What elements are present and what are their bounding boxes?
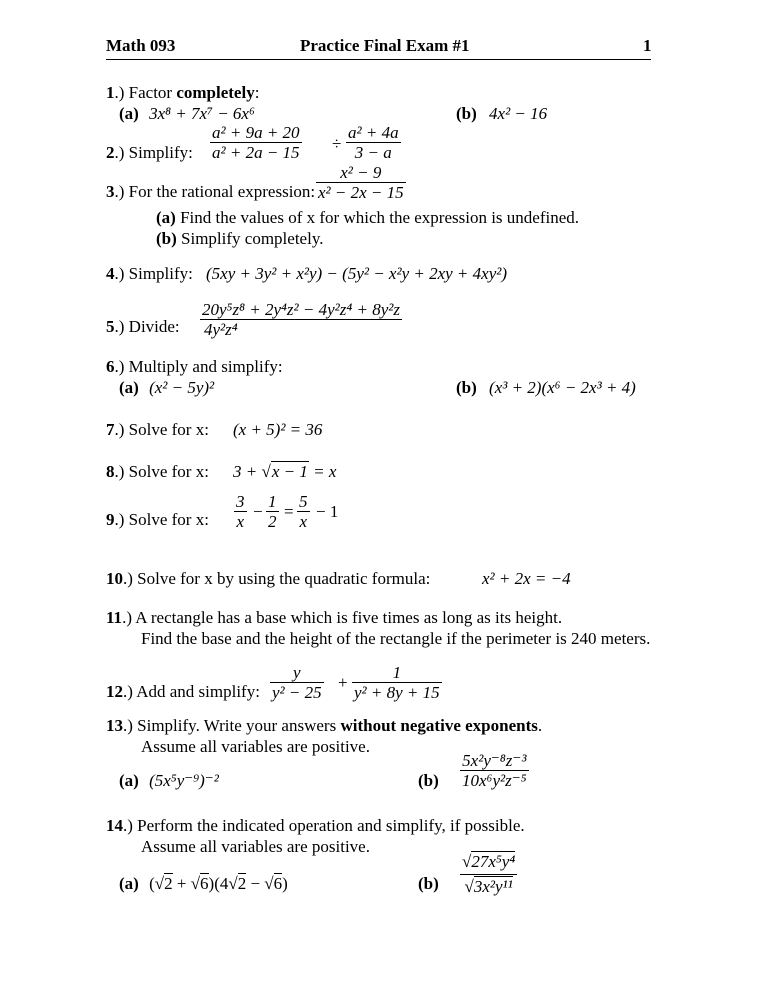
question-4: 4.) Simplify: [106, 264, 193, 283]
question-9-tail: − 1 [316, 502, 339, 521]
question-5: 5.) Divide: [106, 317, 180, 336]
question-1b: (b) 4x² − 16 [456, 104, 548, 123]
question-5-fraction: 20y⁵z⁸ + 2y⁴z² − 4y²z⁴ + 8y²z 4y²z⁴ [202, 300, 400, 339]
question-6: 6.) Multiply and simplify: [106, 357, 283, 376]
question-14b-label: (b) [418, 874, 439, 893]
question-9-fraction-2: 1 2 [268, 492, 277, 531]
question-7-equation: (x + 5)² = 36 [233, 420, 323, 439]
question-9-equals: = [284, 502, 294, 521]
question-4-expression: (5xy + 3y² + x²y) − (5y² − x²y + 2xy + 4xy²) [206, 264, 508, 283]
question-2-operator: ÷ [332, 134, 342, 153]
header-rule [106, 59, 651, 60]
question-12: 12.) Add and simplify: [106, 682, 260, 701]
question-9: 9.) Solve for x: [106, 510, 209, 529]
header-title: Practice Final Exam #1 [300, 36, 470, 55]
question-11: 11.) A rectangle has a base which is five times as long as its height. [106, 608, 563, 627]
question-2: 2.) Simplify: [106, 143, 193, 162]
question-13a: (a) (5x⁵y⁻⁹)⁻² [119, 771, 219, 790]
question-6a: (a) (x² − 5y)² [119, 378, 215, 397]
question-3-fraction: x² − 9 x² − 2x − 15 [318, 163, 404, 202]
question-10-equation: x² + 2x = −4 [482, 569, 571, 588]
header-course: Math 093 [106, 36, 176, 55]
question-6b: (b) (x³ + 2)(x⁶ − 2x³ + 4) [456, 378, 636, 397]
question-9-fraction-1: 3 x [236, 492, 245, 531]
question-8-equation: 3 + √x − 1 = x [233, 462, 337, 481]
question-3: 3.) For the rational expression: [106, 182, 316, 201]
header-page-number: 1 [643, 36, 652, 55]
question-11-line-2: Find the base and the height of the rectangle if the perimeter is 240 meters. [141, 629, 651, 648]
question-9-minus: − [253, 502, 263, 521]
question-12-fraction-1: y y² − 25 [272, 663, 322, 702]
question-13-line-2: Assume all variables are positive. [141, 737, 370, 756]
question-8: 8.) Solve for x: [106, 462, 209, 481]
question-13: 13.) Simplify. Write your answers without negative exponents. [106, 716, 543, 735]
question-14: 14.) Perform the indicated operation and simplify, if possible. [106, 816, 525, 835]
question-1: 1.) Factor completely: [106, 83, 260, 102]
question-3a: (a) Find the values of x for which the expression is undefined. [156, 208, 580, 227]
question-2-fraction-1: a² + 9a + 20 a² + 2a − 15 [212, 123, 300, 162]
question-3b: (b) Simplify completely. [156, 229, 324, 248]
question-1a: (a) 3x⁸ + 7x⁷ − 6x⁶ [119, 104, 255, 123]
question-14b-fraction: √27x⁵y⁴ √3x²y¹¹ [462, 852, 516, 896]
question-2-fraction-2: a² + 4a 3 − a [348, 123, 399, 162]
question-9-fraction-3: 5 x [299, 492, 308, 531]
question-12-fraction-2: 1 y² + 8y + 15 [354, 663, 440, 702]
question-14-line-2: Assume all variables are positive. [141, 837, 370, 856]
question-12-plus: + [338, 673, 348, 692]
question-14a: (a) (√2 + √6)(4√2 − √6) [119, 874, 288, 893]
question-13b-label: (b) [418, 771, 439, 790]
question-10: 10.) Solve for x by using the quadratic formula: [106, 569, 431, 588]
question-7: 7.) Solve for x: [106, 420, 209, 439]
question-13b-fraction: 5x²y⁻⁸z⁻³ 10x⁶y²z⁻⁵ [462, 751, 527, 790]
